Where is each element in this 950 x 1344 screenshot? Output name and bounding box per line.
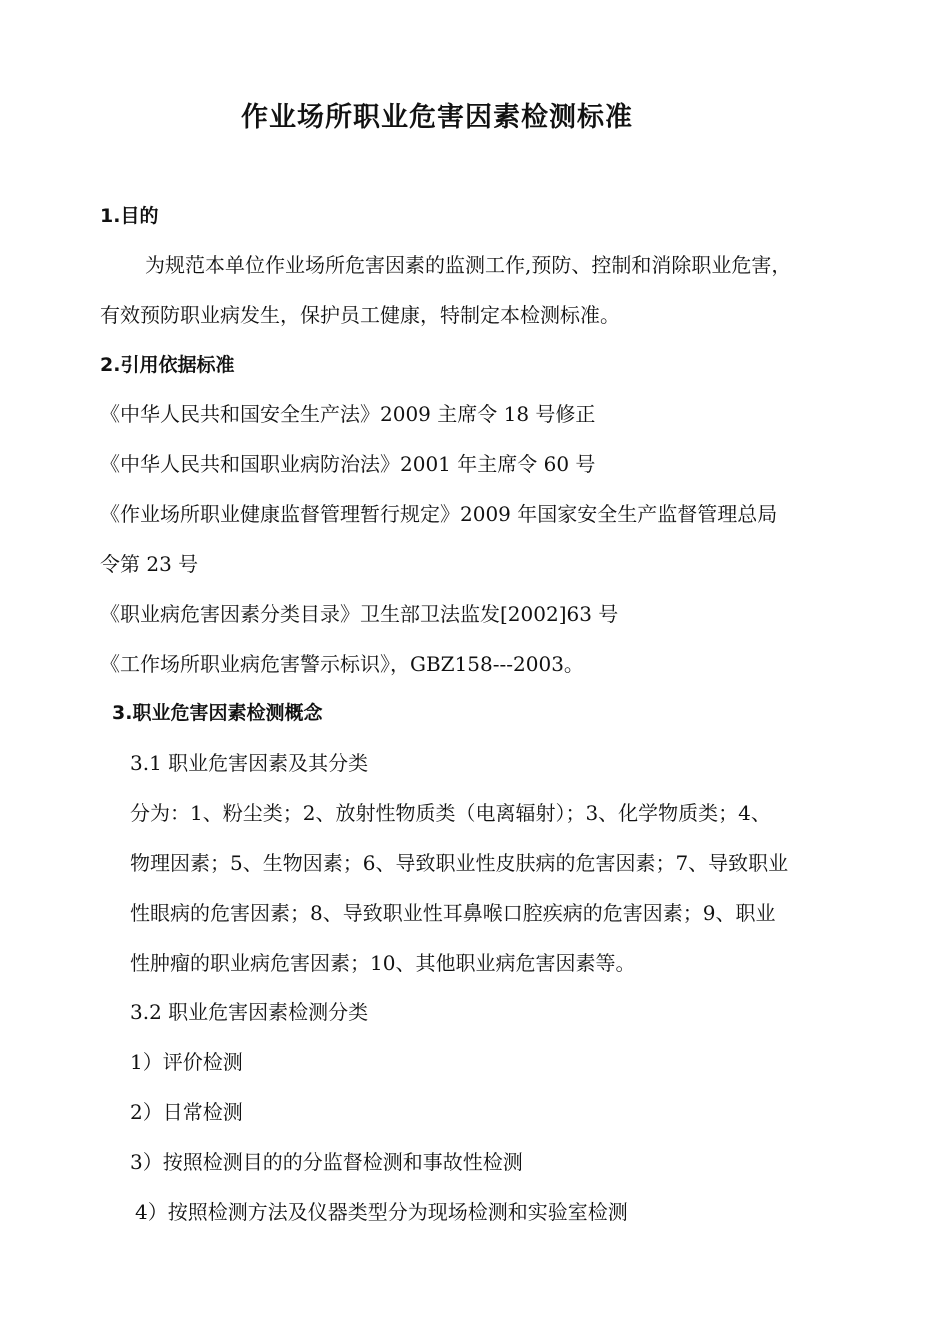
section-3-heading: 3.职业危害因素检测概念 [112,702,323,724]
list-item: 4）按照检测方法及仪器类型分为现场检测和实验室检测 [135,1200,628,1224]
category-line: 物理因素；5、生物因素；6、导致职业性皮肤病的危害因素；7、导致职业 [130,851,789,875]
list-item: 2）日常检测 [130,1100,243,1124]
page-title: 作业场所职业危害因素检测标准 [241,102,633,133]
section-1-paragraph-line: 有效预防职业病发生，保护员工健康，特制定本检测标准。 [100,303,620,327]
category-line: 性肿瘤的职业病危害因素；10、其他职业病危害因素等。 [130,951,636,975]
subsection-3-1-title: 3.1 职业危害因素及其分类 [130,751,369,775]
reference-item: 《作业场所职业健康监督管理暂行规定》2009 年国家安全生产监督管理总局 [100,502,778,526]
section-1-paragraph-line: 为规范本单位作业场所危害因素的监测工作,预防、控制和消除职业危害， [145,253,792,277]
section-2-heading: 2.引用依据标准 [100,354,235,376]
section-1-heading: 1.目的 [100,205,159,227]
reference-item: 《职业病危害因素分类目录》卫生部卫法监发[2002]63 号 [100,602,619,626]
reference-item: 《中华人民共和国职业病防治法》2001 年主席令 60 号 [100,452,596,476]
list-item: 3）按照检测目的的分监督检测和事故性检测 [130,1150,523,1174]
reference-item: 《工作场所职业病危害警示标识》，GBZ158---2003。 [100,652,584,676]
category-line: 分为：1、粉尘类；2、放射性物质类（电离辐射）；3、化学物质类；4、 [130,801,771,825]
reference-item: 《中华人民共和国安全生产法》2009 主席令 18 号修正 [100,402,596,426]
list-item: 1）评价检测 [130,1050,243,1074]
subsection-3-2-title: 3.2 职业危害因素检测分类 [130,1000,369,1024]
reference-item-continued: 令第 23 号 [100,552,199,576]
category-line: 性眼病的危害因素；8、导致职业性耳鼻喉口腔疾病的危害因素；9、职业 [130,901,776,925]
